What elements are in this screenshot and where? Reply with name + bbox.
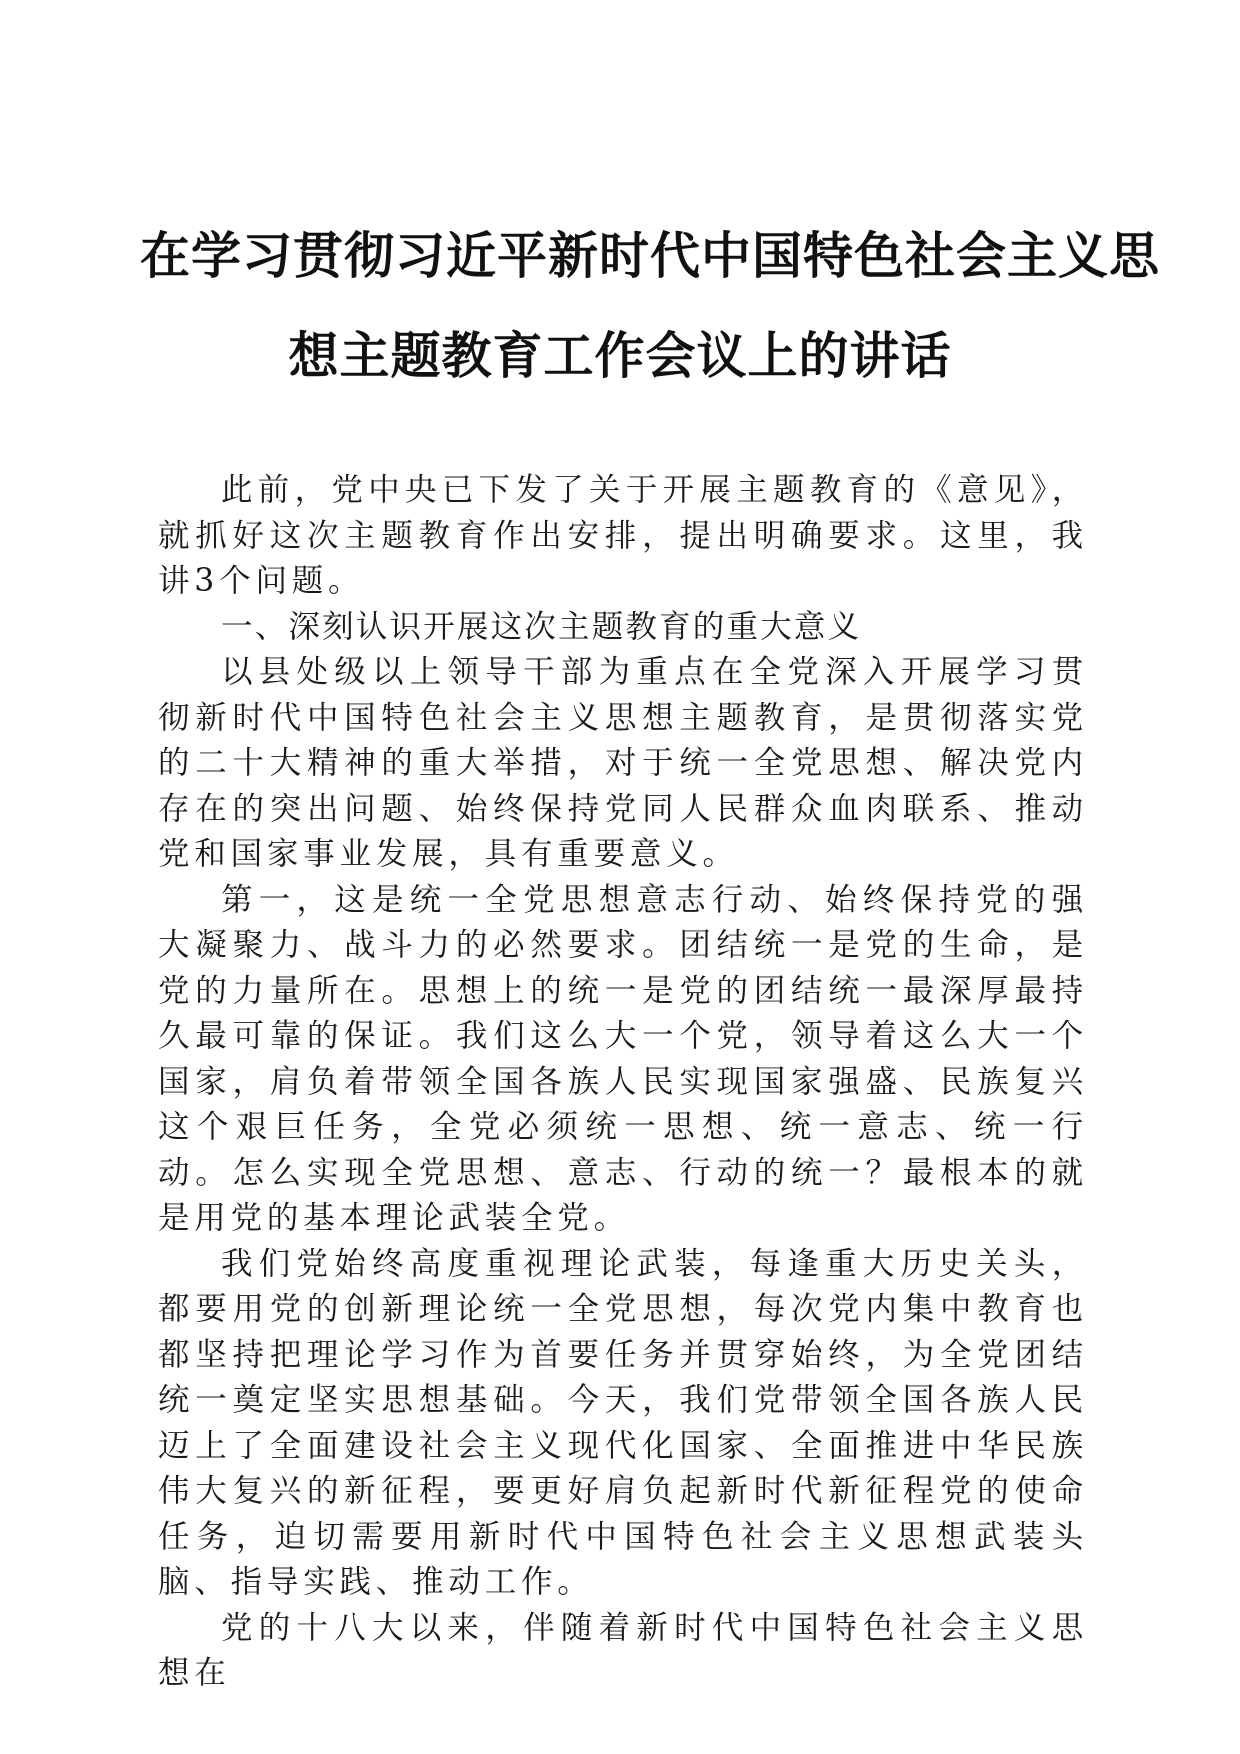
body-paragraph: 以县处级以上领导干部为重点在全党深入开展学习贯彻新时代中国特色社会主义思想主题教育，是贯彻落实党的二十大精神的重大举措，对于统一全党思想、解决党内存在的突出问题、始终保持党同人民群众血肉联系、推动党和国家事业发展，具有重要意义。	[158, 654, 1088, 872]
intro-paragraph: 此前，党中央已下发了关于开展主题教育的《意见》，就抓好这次主题教育作出安排，提出明确要求。这里，我讲3个问题。	[158, 472, 1088, 599]
title-line-2: 想主题教育工作会议上的讲话	[288, 327, 952, 385]
speech-title	[140, 206, 1160, 406]
speech-body	[158, 468, 1088, 1697]
body-paragraph: 我们党始终高度重视理论武装，每逢重大历史关头，都要用党的创新理论统一全党思想，每次党内集中教育也都坚持把理论学习作为首要任务并贯穿始终，为全党团结统一奠定坚实思想基础。今天，我们党带领全国各族人民迈上了全面建设社会主义现代化国家、全面推进中华民族伟大复兴的新征程，要更好肩负起新时代新征程党的使命任务，迫切需要用新时代中国特色社会主义思想武装头脑、指导实践、推动工作。	[158, 1245, 1088, 1600]
section-heading-1: 一、深刻认识开展这次主题教育的重大意义	[221, 608, 862, 645]
title-line-1: 在学习贯彻习近平新时代中国特色社会主义思	[140, 227, 1160, 285]
body-paragraph: 第一，这是统一全党思想意志行动、始终保持党的强大凝聚力、战斗力的必然要求。团结统一是党的生命，是党的力量所在。思想上的统一是党的团结统一最深厚最持久最可靠的保证。我们这么大一个党，领导着这么大一个国家，肩负着带领全国各族人民实现国家强盛、民族复兴这个艰巨任务，全党必须统一思想、统一意志、统一行动。怎么实现全党思想、意志、行动的统一？最根本的就是用党的基本理论武装全党。	[158, 881, 1088, 1236]
body-paragraph: 党的十八大以来，伴随着新时代中国特色社会主义思想在	[158, 1609, 1088, 1691]
